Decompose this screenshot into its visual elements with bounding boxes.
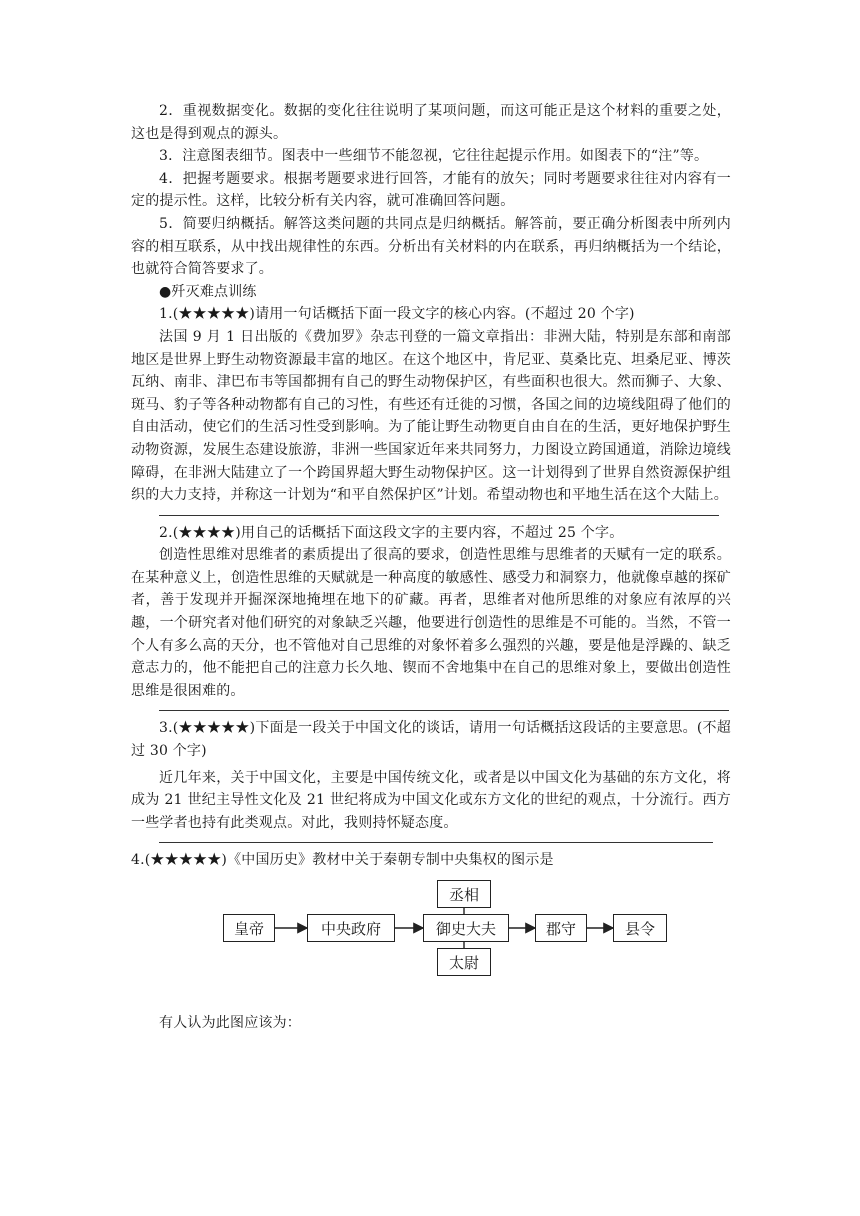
answer-line-3	[159, 842, 713, 843]
question-2-prompt: 2.(★★★★)用自己的话概括下面这段文字的主要内容，不超过 25 个字。	[159, 524, 624, 541]
censor-box: 御史大夫	[423, 914, 509, 942]
section-title: ●歼灭难点训练	[159, 283, 257, 300]
question-1-text: 法国 9 月 1 日出版的《费加罗》杂志刊登的一篇文章指出：非洲大陆，特别是东部和南部地区是世界上野生动物资源最丰富的地区。在这个地区中，肯尼亚、莫桑比克、坦桑尼亚、博茨瓦纳、南非、津巴布韦等国都拥有自己的野生动物保护区，有些面积也很大。然而狮子、大象、斑马、豹子等各种动物都有自己的习性，有些还有迁徙的习惯，各国之间的边境线阻碍了他们的自由活动，使它们的生活习性受到影响。为了能让野生动物更自由自在的生活，更好地保护野生动物资源，发展生态建设旅游，非洲一些国家近年来共同努力，力图设立跨国通道，消除边境线障碍，在非洲大陆建立了一个跨国界超大野生动物保护区。这一计划得到了世界自然资源保护组织的大力支持，并称这一计划为“和平自然保护区”计划。希望动物也和平地生活在这个大陆上。	[131, 328, 731, 504]
tip-paragraph-5: 5．简要归纳概括。解答这类问题的共同点是归纳概括。解答前，要正确分析图表中所列内容的相互联系，从中找出规律性的东西。分析出有关材料的内在联系，再归纳概括为一个结论，也就符合简答要求了。	[131, 215, 731, 278]
tip-paragraph-4: 4．把握考题要求。根据考题要求进行回答，才能有的放矢；同时考题要求往往对内容有一定的提示性。这样，比较分析有关内容，就可准确回答问题。	[131, 170, 731, 210]
question-3-prompt: 3.(★★★★★)下面是一段关于中国文化的谈话，请用一句话概括这段话的主要意思。(不超过 30 个字)	[131, 720, 731, 760]
tip-paragraph-3: 3．注意图表细节。图表中一些细节不能忽视，它往往起提示作用。如图表下的“注”等。	[159, 148, 709, 165]
chancellor-box: 丞相	[437, 880, 491, 908]
emperor-box: 皇帝	[223, 914, 275, 942]
question-3-text: 近几年来，关于中国文化，主要是中国传统文化，或者是以中国文化为基础的东方文化，将成为 21 世纪主导性文化及 21 世纪将成为中国文化或东方文化的世纪的观点，十分流行。西方一些学者也持有此类观点。对此，我则持怀疑态度。	[131, 769, 731, 831]
document-page	[131, 100, 731, 1035]
central-government-box: 中央政府	[307, 914, 395, 942]
question-2-text: 创造性思维对思维者的素质提出了很高的要求，创造性思维与思维者的天赋有一定的联系。在某种意义上，创造性思维的天赋就是一种高度的敏感性、感受力和洞察力，他就像卓越的探矿者，善于发现并开掘深深地掩埋在地下的矿藏。再者，思维者对他所思维的对象应有浓厚的兴趣，一个研究者对他们研究的对象缺乏兴趣，他要进行创造性的思维是不可能的。当然，不管一个人有多么高的天分，也不管他对自己思维的对象怀着多么强烈的兴趣，要是他是浮躁的、缺乏意志力的，他不能把自己的注意力长久地、锲而不舍地集中在自己的思维对象上，要做出创造性思维是很困难的。	[131, 547, 731, 699]
answer-line-2	[159, 710, 729, 711]
governor-box: 郡守	[535, 914, 587, 942]
question-4-followup: 有人认为此图应该为：	[159, 1015, 301, 1031]
tip-paragraph-2: 2．重视数据变化。数据的变化往往说明了某项问题，而这可能正是这个材料的重要之处，这也是得到观点的源头。	[131, 103, 731, 142]
question-4-prompt: 4.(★★★★★)《中国历史》教材中关于秦朝专制中央集权的图示是	[131, 852, 554, 869]
commandant-box: 太尉	[437, 948, 491, 976]
qin-government-diagram	[223, 880, 693, 1000]
answer-line-1	[159, 515, 719, 516]
question-1-prompt: 1.(★★★★★)请用一句话概括下面一段文字的核心内容。(不超过 20 个字)	[159, 306, 635, 323]
magistrate-box: 县令	[613, 914, 667, 942]
